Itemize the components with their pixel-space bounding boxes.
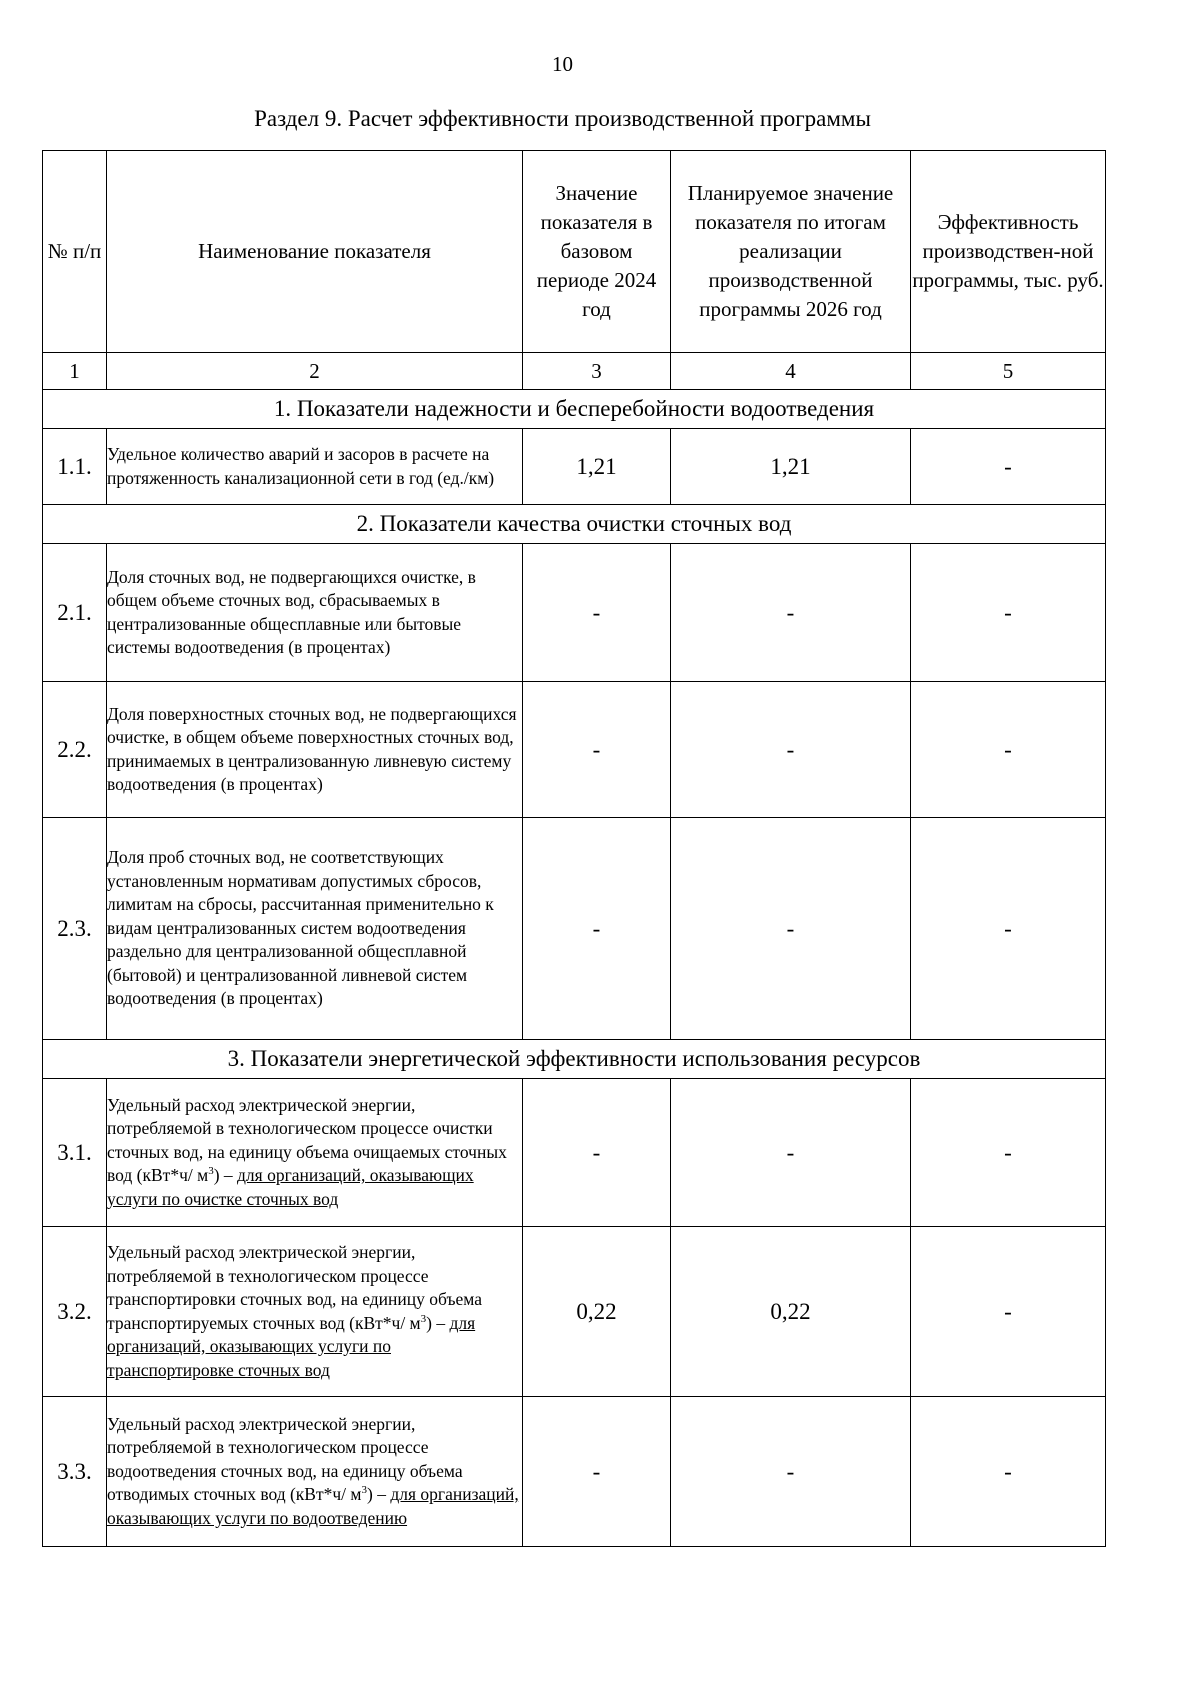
indicator-name-text: Удельный расход электрической энергии, потребляемой в технологическом процессе водоотведения сточных вод, на единицу объема отводимых сточных вод (кВт*ч/ м [107, 1413, 463, 1505]
planned-value: - [671, 544, 911, 682]
header-col-base-value: Значение показателя в базовом периоде 2024 год [523, 151, 671, 353]
row-number: 3.3. [43, 1397, 107, 1547]
indicator-name: Доля сточных вод, не подвергающихся очистке, в общем объеме сточных вод, сбрасываемых в централизованные общесплавные или бытовые системы водоотведения (в процентах) [107, 544, 523, 682]
base-value: 0,22 [523, 1227, 671, 1397]
column-number: 4 [671, 353, 911, 390]
row-number: 3.1. [43, 1079, 107, 1227]
efficiency-value: - [911, 1079, 1106, 1227]
unit-superscript: 3 [420, 1312, 427, 1325]
planned-value: 0,22 [671, 1227, 911, 1397]
page-number: 10 [552, 52, 573, 76]
indicator-name-dash: ) – [367, 1484, 391, 1505]
group-title: 1. Показатели надежности и бесперебойности водоотведения [43, 390, 1106, 429]
indicator-name-applicability: для организаций, оказывающих услуги по очистке сточных вод [107, 1165, 474, 1209]
column-numbers-row [43, 353, 1106, 390]
table-row [43, 1397, 1106, 1547]
efficiency-table [42, 150, 1106, 1547]
unit-superscript: 3 [361, 1484, 367, 1497]
base-value: - [523, 1079, 671, 1227]
indicator-name-applicability: для организаций, оказывающих услуги по транспортировке сточных вод [107, 1312, 476, 1380]
planned-value: - [671, 1079, 911, 1227]
table-row [43, 682, 1106, 818]
base-value: - [523, 544, 671, 682]
planned-value: - [671, 1397, 911, 1547]
group-header-row [43, 390, 1106, 429]
efficiency-value: - [911, 818, 1106, 1040]
table-row [43, 429, 1106, 505]
header-col-number: № п/п [43, 151, 107, 353]
indicator-name [107, 1227, 523, 1397]
indicator-name-text: Удельный расход электрической энергии, потребляемой в технологическом процессе очистки сточных вод, на единицу объема очищаемых сточных вод (кВт*ч/ м [107, 1094, 507, 1186]
group-header-row [43, 505, 1106, 544]
planned-value: - [671, 682, 911, 818]
row-number: 1.1. [43, 429, 107, 505]
indicator-name: Удельное количество аварий и засоров в расчете на протяженность канализационной сети в год (ед./км) [107, 429, 523, 505]
indicator-name-dash: ) – [426, 1312, 450, 1333]
header-col-planned-value: Планируемое значение показателя по итогам реализации производственной программы 2026 год [671, 151, 911, 353]
column-number: 3 [523, 353, 671, 390]
table-row [43, 1079, 1106, 1227]
group-header-row [43, 1040, 1106, 1079]
section-title: Раздел 9. Расчет эффективности производственной программы [254, 106, 871, 131]
header-col-name: Наименование показателя [107, 151, 523, 353]
indicator-name [107, 1397, 523, 1547]
column-number: 1 [43, 353, 107, 390]
efficiency-value: - [911, 429, 1106, 505]
table-row [43, 544, 1106, 682]
planned-value: 1,21 [671, 429, 911, 505]
base-value: - [523, 818, 671, 1040]
indicator-name-text: Удельный расход электрической энергии, потребляемой в технологическом процессе транспортировки сточных вод, на единицу объема транспортируемых сточных вод (кВт*ч/ м [107, 1242, 483, 1333]
group-title: 2. Показатели качества очистки сточных вод [43, 505, 1106, 544]
row-number: 2.2. [43, 682, 107, 818]
unit-superscript: 3 [208, 1165, 214, 1178]
planned-value: - [671, 818, 911, 1040]
base-value: - [523, 682, 671, 818]
column-number: 2 [107, 353, 523, 390]
table-row [43, 1227, 1106, 1397]
base-value: - [523, 1397, 671, 1547]
indicator-name: Доля проб сточных вод, не соответствующих установленным нормативам допустимых сбросов, лимитам на сбросы, рассчитанная применительно к видам централизованных систем водоотведения раздельно для централизованной общесплавной (бытовой) и централизованной ливневой систем водоотведения (в процентах) [107, 818, 523, 1040]
efficiency-value: - [911, 1227, 1106, 1397]
row-number: 2.3. [43, 818, 107, 1040]
header-row [43, 151, 1106, 353]
efficiency-value: - [911, 544, 1106, 682]
indicator-name-applicability: для организаций, оказывающих услуги по водоотведению [107, 1484, 519, 1528]
header-col-efficiency: Эффективность производствен-ной программы, тыс. руб. [911, 151, 1106, 353]
efficiency-value: - [911, 682, 1106, 818]
indicator-name [107, 1079, 523, 1227]
indicator-name-dash: ) – [213, 1165, 238, 1186]
row-number: 3.2. [43, 1227, 107, 1397]
column-number: 5 [911, 353, 1106, 390]
table-row [43, 818, 1106, 1040]
efficiency-value: - [911, 1397, 1106, 1547]
row-number: 2.1. [43, 544, 107, 682]
group-title: 3. Показатели энергетической эффективности использования ресурсов [43, 1040, 1106, 1079]
base-value: 1,21 [523, 429, 671, 505]
indicator-name: Доля поверхностных сточных вод, не подвергающихся очистке, в общем объеме поверхностных сточных вод, принимаемых в централизованную ливневую систему водоотведения (в процентах) [107, 682, 523, 818]
